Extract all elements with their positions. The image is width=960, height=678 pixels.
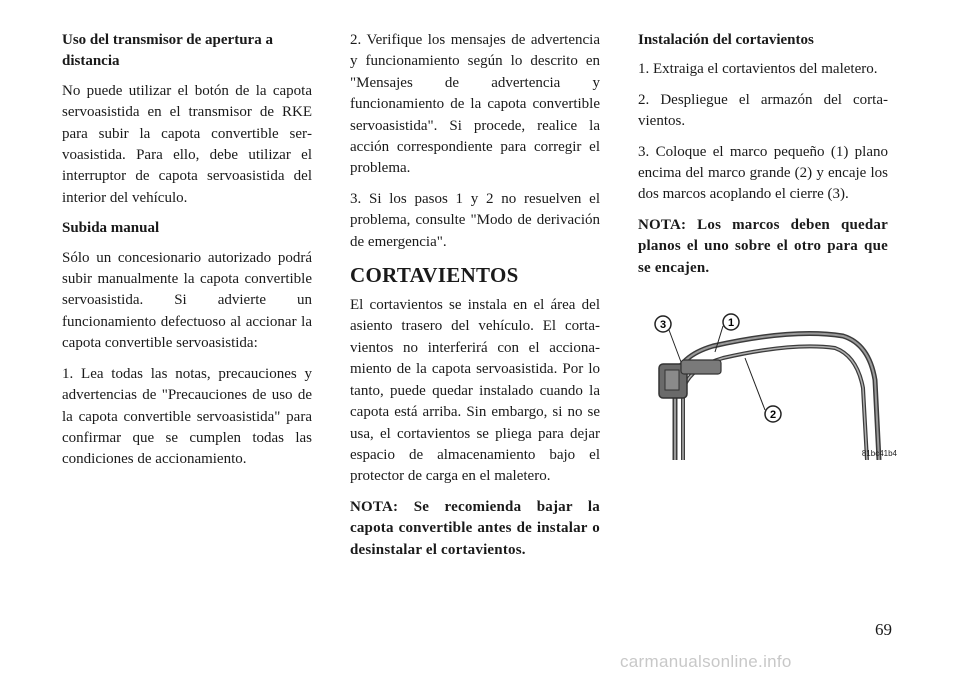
step-3-paragraph: 3. Si los pasos 1 y 2 no resuelven el problema, consulte "Modo de derivación de emergencia". [350, 190, 600, 250]
note-frames-flat: NOTA: Los marcos deben quedar planos el uno sobre el otro para que se encajen. [638, 216, 888, 276]
step-2-paragraph: 2. Verifique los mensajes de advertencia y funcionamiento según lo descrito en "Mensajes de advertencia y funcionamiento de la capota convertible servoasistida". Si procede, realice la acción correspondiente para corregir el problema. [350, 32, 600, 177]
paragraph-remote-transmitter: No puede utilizar el botón de la capota servoasistida en el transmisor de RKE para subir la capota convertible servoasistida. Para ello, debe utilizar el interruptor de capota servoasistida del interior del vehículo. [62, 82, 312, 206]
install-step-3: 3. Coloque el marco pequeño (1) plano encima del marco grande (2) y encaje los dos marcos acoplando el cierre (3). [638, 143, 888, 203]
heading-remote-transmitter: Uso del transmisor de apertura a distancia [62, 32, 273, 70]
note-lower-top: NOTA: Se recomienda bajar la capota convertible antes de instalar o desinstalar el cortavientos. [350, 498, 600, 558]
callout-2 [765, 406, 781, 422]
callout-3 [655, 316, 671, 332]
figure-code: 81bc41b4 [861, 449, 897, 458]
install-step-1: 1. Extraiga el cortavientos del maletero. [638, 61, 878, 78]
install-step-2: 2. Despliegue el armazón del cortavientos. [638, 91, 888, 130]
svg-text:1: 1 [727, 317, 735, 329]
column-left [62, 30, 312, 480]
paragraph-manual-raise: Sólo un concesionario autorizado podrá subir manualmente la capota convertible servoasistida. Si advierte un funcionamiento defectuoso al accionar la capota convertible servoasistida: [62, 249, 312, 352]
heading-install-windscreen: Instalación del cortavientos [638, 32, 814, 48]
column-middle [350, 30, 600, 569]
callout-1 [723, 314, 739, 330]
section-title-cortavientos: CORTAVIENTOS [350, 263, 519, 288]
column-right [638, 30, 888, 287]
watermark-text: carmanualsonline.info [620, 652, 792, 671]
svg-text:2: 2 [769, 409, 777, 421]
paragraph-cortavientos: El cortavientos se instala en el área del asiento trasero del vehículo. El cortavientos no interferirá con el accionamiento de la capota servoasistida. Por lo tanto, puede quedar instalado cuando la capota está arriba. Sin embargo, si no se usa, el cortavientos se pliega para dejar espacio de almacenamiento bajo el protector de carga en el maletero. [350, 297, 600, 485]
heading-manual-raise: Subida manual [62, 220, 160, 237]
step-1-paragraph: 1. Lea todas las notas, precauciones y advertencias de "Precauciones de uso de la capota convertible servoasistida" para confirmar que se cumplen todas las condiciones de accionamiento. [62, 365, 312, 468]
page-number: 69 [875, 620, 892, 639]
svg-text:3: 3 [659, 319, 667, 331]
windscreen-frame-illustration [653, 310, 901, 460]
